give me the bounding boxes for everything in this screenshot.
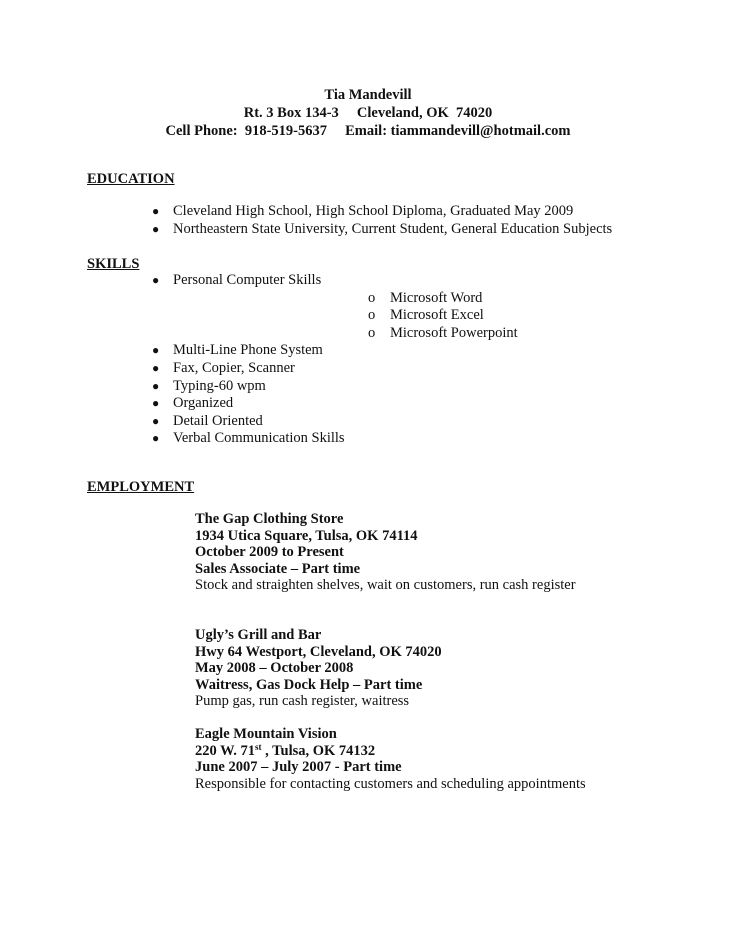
job-employer: The Gap Clothing Store bbox=[195, 511, 344, 527]
skill-item: Organized bbox=[173, 395, 234, 412]
skills-list bbox=[0, 272, 518, 448]
bullet-icon: ● bbox=[152, 204, 160, 218]
employment-heading: EMPLOYMENT bbox=[87, 479, 195, 495]
job-address bbox=[195, 743, 586, 760]
job-address-city: , Tulsa, OK 74132 bbox=[261, 742, 376, 759]
applicant-address: Rt. 3 Box 134-3 Cleveland, OK 74020 bbox=[243, 105, 493, 121]
skill-item: Personal Computer Skills bbox=[173, 272, 322, 288]
sub-skill-item: Microsoft Powerpoint bbox=[390, 324, 518, 341]
circle-bullet-icon: o bbox=[368, 324, 376, 341]
bullet-icon: ● bbox=[152, 273, 160, 287]
list-item bbox=[0, 395, 518, 413]
job-entry bbox=[195, 726, 586, 792]
education-list bbox=[0, 203, 612, 238]
job-title: Sales Associate – Part time bbox=[195, 560, 361, 577]
education-heading: EDUCATION bbox=[87, 171, 175, 187]
job-title: Waitress, Gas Dock Help – Part time bbox=[195, 676, 423, 693]
circle-bullet-icon: o bbox=[368, 289, 376, 306]
list-item bbox=[173, 325, 518, 343]
job-employer: Eagle Mountain Vision bbox=[195, 726, 337, 742]
list-item bbox=[0, 378, 518, 396]
job-duties: Pump gas, run cash register, waitress bbox=[195, 693, 410, 710]
skill-item: Verbal Communication Skills bbox=[173, 430, 345, 447]
job-entry bbox=[195, 627, 442, 710]
skill-item: Detail Oriented bbox=[173, 412, 263, 429]
bullet-icon: ● bbox=[152, 378, 160, 393]
sub-skill-list bbox=[173, 290, 518, 343]
sub-skill-item: Microsoft Word bbox=[390, 289, 483, 306]
list-item bbox=[0, 272, 518, 342]
job-dates: October 2009 to Present bbox=[195, 544, 344, 561]
applicant-name: Tia Mandevill bbox=[324, 87, 412, 103]
list-item bbox=[173, 290, 518, 308]
skill-item: Multi-Line Phone System bbox=[173, 342, 323, 359]
list-item bbox=[0, 413, 518, 431]
job-address: 1934 Utica Square, Tulsa, OK 74114 bbox=[195, 527, 418, 544]
resume-header bbox=[0, 86, 736, 140]
list-item bbox=[0, 360, 518, 378]
bullet-icon: ● bbox=[152, 431, 160, 446]
bullet-icon: ● bbox=[152, 413, 160, 428]
job-employer: Ugly’s Grill and Bar bbox=[195, 627, 322, 643]
bullet-icon: ● bbox=[152, 396, 160, 411]
bullet-icon: ● bbox=[152, 221, 160, 236]
skills-heading: SKILLS bbox=[87, 256, 140, 272]
circle-bullet-icon: o bbox=[368, 307, 376, 324]
education-item: Northeastern State University, Current Student, General Education Subjects bbox=[173, 220, 613, 237]
bullet-icon: ● bbox=[152, 343, 160, 358]
job-duties: Stock and straighten shelves, wait on customers, run cash register bbox=[195, 577, 576, 594]
bullet-icon: ● bbox=[152, 360, 160, 375]
job-duties: Responsible for contacting customers and scheduling appointments bbox=[195, 775, 586, 792]
job-dates: June 2007 – July 2007 - Part time bbox=[195, 759, 402, 776]
list-item bbox=[0, 221, 612, 239]
education-item: Cleveland High School, High School Diploma, Graduated May 2009 bbox=[173, 203, 574, 219]
sub-skill-item: Microsoft Excel bbox=[390, 307, 484, 324]
list-item bbox=[0, 342, 518, 360]
job-address: Hwy 64 Westport, Cleveland, OK 74020 bbox=[195, 643, 442, 660]
ordinal-suffix: st bbox=[255, 741, 262, 752]
applicant-contact: Cell Phone: 918-519-5637 Email: tiammandevill@hotmail.com bbox=[165, 123, 571, 139]
skill-item: Fax, Copier, Scanner bbox=[173, 359, 295, 376]
list-item bbox=[173, 307, 518, 325]
list-item bbox=[0, 430, 518, 448]
job-dates: May 2008 – October 2008 bbox=[195, 660, 354, 677]
job-entry bbox=[195, 511, 576, 594]
skill-item: Typing-60 wpm bbox=[173, 377, 266, 394]
job-address-street: 220 W. 71 bbox=[195, 742, 256, 759]
list-item bbox=[0, 203, 612, 221]
